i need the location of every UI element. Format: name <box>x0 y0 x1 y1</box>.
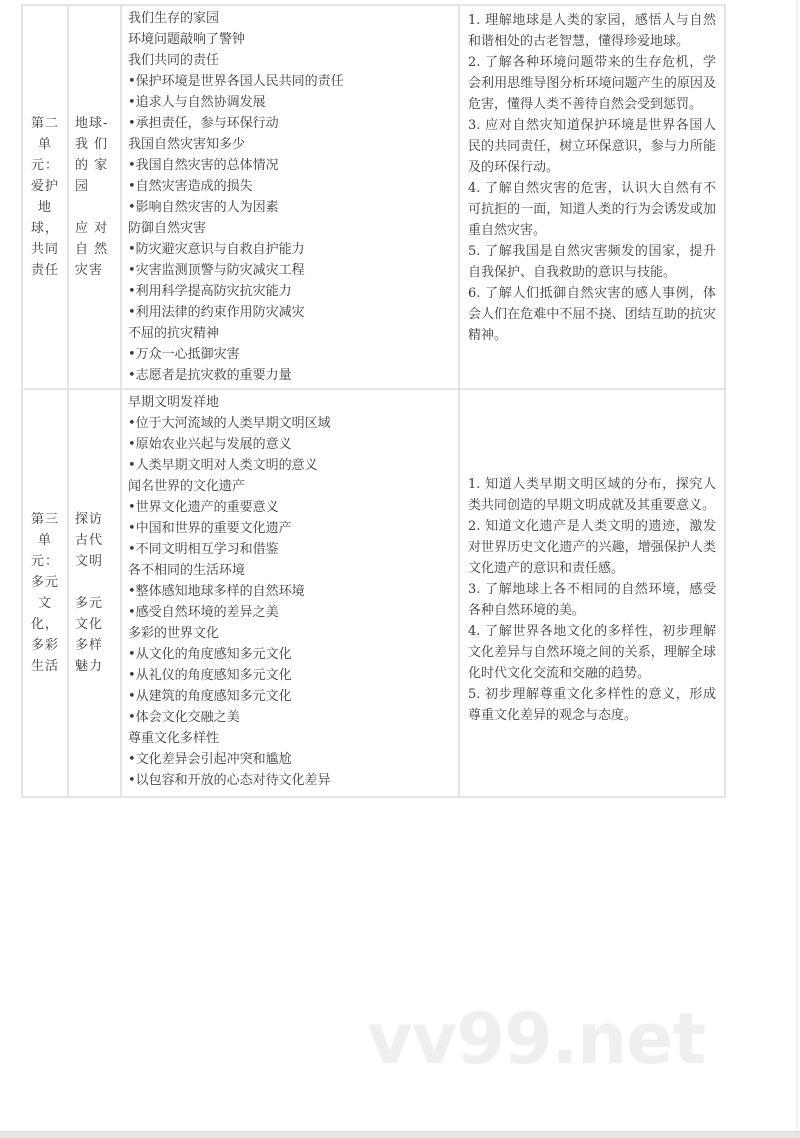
content-bullet: • 灾害监测顶警与防灾减灾工程 <box>128 260 452 281</box>
unit-title-line: 地 <box>37 200 52 215</box>
content-heading: 我国自然灾害知多少 <box>128 137 246 152</box>
content-heading: 尊重文化多样性 <box>128 731 220 746</box>
content-bullet: • 影响自然灾害的人为因素 <box>128 197 452 218</box>
goal-item: 4. 了解世界各地文化的多样性，初步理解文化差异与自然环境之间的关系，理解全球化时代文化交流和交融的趋势。 <box>468 624 716 681</box>
content-heading: 防御自然灾害 <box>128 221 207 236</box>
unit-title-line: 第三 <box>30 512 59 527</box>
content-heading: 环境问题敲响了警钟 <box>128 32 246 47</box>
goal-item: 3. 了解地球上各不相同的自然环境，感受各种自然环境的美。 <box>468 582 716 618</box>
content-bullet: • 利用法律的约束作用防灾减灾 <box>128 302 452 323</box>
goal-item: 5. 初步理解尊重文化多样性的意义，形成尊重文化差异的观念与态度。 <box>468 687 716 723</box>
content-bullet: • 整体感知地球多样的自然环境 <box>128 581 452 602</box>
unit-title-line: 文 <box>37 596 52 611</box>
unit-title-line: 单 <box>37 533 52 548</box>
unit-title-line: 共同 <box>30 242 59 257</box>
content-heading: 各不相同的生活环境 <box>128 563 246 578</box>
content-bullet: • 追求人与自然协调发展 <box>128 92 452 113</box>
content-heading: 我们生存的家园 <box>128 11 220 26</box>
unit-title-line: 化， <box>30 617 59 632</box>
theme-line: 园 <box>75 179 90 194</box>
theme-line: 文明 <box>75 554 104 569</box>
content-bullet: • 感受自然环境的差异之美 <box>128 602 452 623</box>
unit-title-line: 多彩 <box>30 638 59 653</box>
goal-item: 1. 知道人类早期文明区域的分布，探究人类共同创造的早期文明成就及其重要意义。 <box>468 477 716 513</box>
content-bullet: • 以包容和开放的心态对待文化差异 <box>128 770 452 791</box>
content-heading: 多彩的世界文化 <box>128 626 220 641</box>
unit-title-cell <box>22 389 68 797</box>
theme-line: 多元 <box>75 596 104 611</box>
content-bullet: • 我国自然灾害的总体情况 <box>128 155 452 176</box>
content-bullet: • 万众一心抵御灾害 <box>128 344 452 365</box>
unit-title-line: 第二 <box>30 116 59 131</box>
goal-item: 4. 了解自然灾害的危害，认识大自然有不可抗拒的一面，知道人类的行为会诱发或加重自然灾害。 <box>468 181 716 238</box>
content-bullet: • 志愿者是抗灾救的重要力量 <box>128 365 452 386</box>
content-heading: 早期文明发祥地 <box>128 395 220 410</box>
content-bullet: • 利用科学提高防灾抗灾能力 <box>128 281 452 302</box>
theme-cell <box>68 5 121 389</box>
goal-item: 6. 了解人们抵御自然灾害的感人事例，体会人们在危难中不屈不挠、团结互助的抗灾精神。 <box>468 286 716 343</box>
theme-line: 自 然 <box>75 242 109 257</box>
content-bullet: • 从礼仪的角度感知多元文化 <box>128 665 452 686</box>
theme-cell <box>68 389 121 797</box>
goal-item: 2. 了解各种环境问题带来的生存危机，学会利用思维导图分析环境问题产生的原因及危害，懂得人类不善待自然会受到惩罚。 <box>468 55 716 112</box>
theme-line: 探访 <box>75 512 104 527</box>
unit-title-cell <box>22 5 68 389</box>
watermark-text: vv99.net <box>367 998 706 1080</box>
content-bullet: • 人类早期文明对人类文明的意义 <box>128 455 452 476</box>
unit-title-line: 责任 <box>30 263 59 278</box>
content-heading: 不屈的抗灾精神 <box>128 326 220 341</box>
theme-line: 地球- <box>75 116 109 131</box>
goal-item: 2. 知道文化遗产是人类文明的遗迹，激发对世界历史文化遗产的兴趣，增强保护人类文化遗产的意识和责任感。 <box>468 519 716 576</box>
theme-line: 多样 <box>75 638 104 653</box>
unit-title-line: 元： <box>30 554 59 569</box>
content-bullet: • 自然灾害造成的损失 <box>128 176 452 197</box>
content-bullet: • 中国和世界的重要文化遗产 <box>128 518 452 539</box>
theme-spacer <box>75 197 114 218</box>
content-bullet: • 文化差异会引起冲突和尴尬 <box>128 749 452 770</box>
table-row <box>22 5 725 389</box>
content-heading: 闻名世界的文化遗产 <box>128 479 246 494</box>
content-bullet: • 体会文化交融之美 <box>128 707 452 728</box>
content-bullet: • 世界文化遗产的重要意义 <box>128 497 452 518</box>
theme-line: 我 们 <box>75 137 109 152</box>
content-bullet: • 防灾避灾意识与自救自护能力 <box>128 239 452 260</box>
content-cell <box>121 389 459 797</box>
goals-cell <box>459 389 725 797</box>
unit-title-line: 爱护 <box>30 179 59 194</box>
goals-cell <box>459 5 725 389</box>
content-bullet: • 从建筑的角度感知多元文化 <box>128 686 452 707</box>
theme-line: 古代 <box>75 533 104 548</box>
goal-item: 5. 了解我国是自然灾害频发的国家，提升自我保护、自我救助的意识与技能。 <box>468 244 716 280</box>
content-cell <box>121 5 459 389</box>
content-bullet: • 位于大河流域的人类早期文明区域 <box>128 413 452 434</box>
theme-line: 魅力 <box>75 659 104 674</box>
goal-item: 1. 理解地球是人类的家园，感悟人与自然和谐相处的古老智慧，懂得珍爱地球。 <box>468 13 716 49</box>
theme-line: 文化 <box>75 617 104 632</box>
table-row <box>22 389 725 797</box>
unit-title-line: 元： <box>30 158 59 173</box>
content-bullet: • 原始农业兴起与发展的意义 <box>128 434 452 455</box>
content-bullet: • 承担责任，参与环保行动 <box>128 113 452 134</box>
unit-title-line: 单 <box>37 137 52 152</box>
curriculum-table <box>21 4 726 798</box>
theme-line: 应 对 <box>75 221 109 236</box>
page-right-edge <box>796 0 798 1131</box>
unit-title-line: 多元 <box>30 575 59 590</box>
content-bullet: • 保护环境是世界各国人民共同的责任 <box>128 71 452 92</box>
theme-spacer <box>75 572 114 593</box>
theme-line: 灾害 <box>75 263 104 278</box>
content-bullet: • 从文化的角度感知多元文化 <box>128 644 452 665</box>
goal-item: 3. 应对自然灾知道保护环境是世界各国人民的共同责任，树立环保意识，参与力所能及的环保行动。 <box>468 118 716 175</box>
theme-line: 的 家 <box>75 158 109 173</box>
content-heading: 我们共同的责任 <box>128 53 220 68</box>
unit-title-line: 生活 <box>30 659 59 674</box>
unit-title-line: 球， <box>30 221 59 236</box>
content-bullet: • 不同文明相互学习和借鉴 <box>128 539 452 560</box>
